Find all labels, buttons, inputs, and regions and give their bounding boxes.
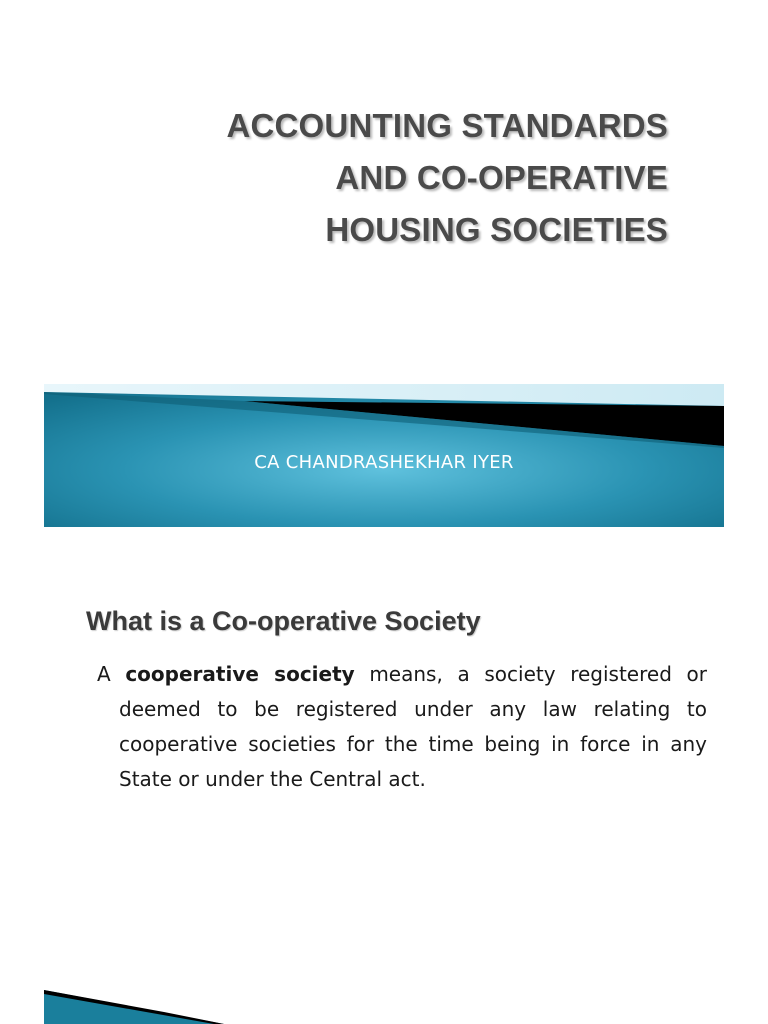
definition-prefix: A bbox=[97, 662, 126, 686]
author-name: CA CHANDRASHEKHAR IYER bbox=[254, 452, 514, 473]
bottom-banner-accent bbox=[44, 990, 224, 1024]
definition-paragraph bbox=[97, 657, 707, 797]
definition-term: cooperative society bbox=[125, 662, 355, 686]
title-line-2: AND CO-OPERATIVE bbox=[335, 159, 668, 196]
definition-text: means, a society registered or deemed to be registered under any law relating to cooperative societies for the time being in force in any State or under the Central act. bbox=[119, 662, 707, 791]
slide-title bbox=[120, 100, 668, 256]
section-heading: What is a Co-operative Society bbox=[86, 606, 481, 636]
title-line-1: ACCOUNTING STANDARDS bbox=[226, 107, 668, 144]
title-line-3: HOUSING SOCIETIES bbox=[325, 211, 668, 248]
